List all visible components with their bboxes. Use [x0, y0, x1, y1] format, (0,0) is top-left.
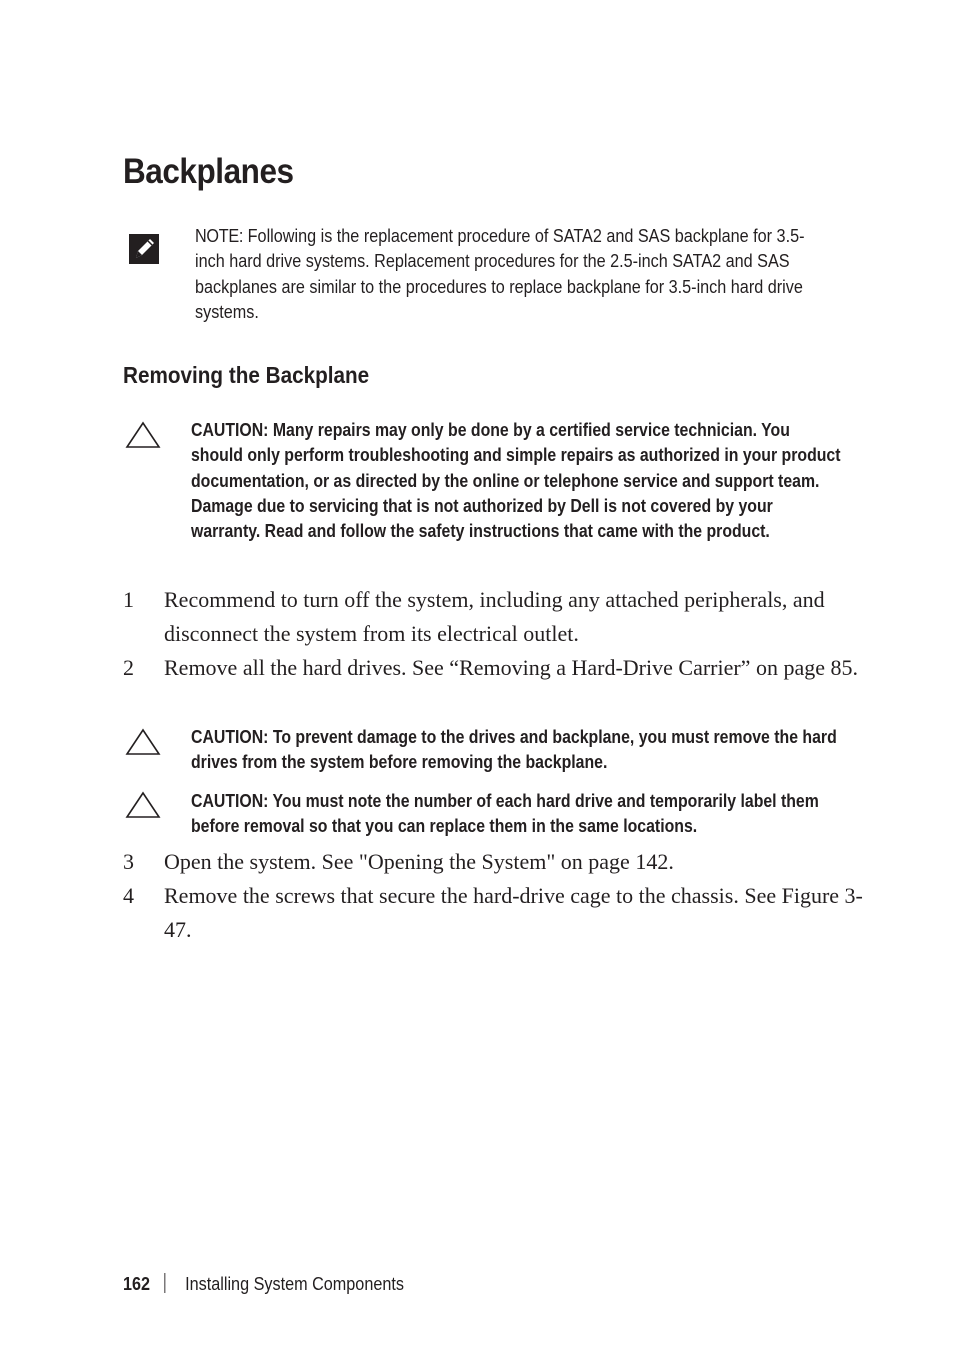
- note-pencil-icon: [127, 232, 161, 266]
- step-number: 3: [123, 849, 134, 874]
- note-label: NOTE:: [195, 226, 244, 246]
- page-title: Backplanes: [123, 152, 294, 191]
- note-text: [195, 224, 825, 325]
- page-footer: [123, 1273, 404, 1295]
- caution-text-3: CAUTION: You must note the number of each hard drive and temporarily label them before removal so that you can replace them in the same locations.: [191, 791, 819, 837]
- step-text: Open the system. See "Opening the System" on page 142.: [164, 849, 674, 874]
- step-number: 2: [123, 655, 134, 680]
- caution-text-2: CAUTION: To prevent damage to the drives and backplane, you must remove the hard drives from the system before removing the backplane.: [191, 727, 837, 773]
- section-heading: Removing the Backplane: [123, 362, 370, 388]
- caution-text-1: CAUTION: Many repairs may only be done by a certified service technician. You should only perform troubleshooting and simple repairs as authorized in your product documentation, or as directed by the online or telephone service and support team. Damage due to servicing that is not authorized by Dell is not covered by your warranty. Read and follow the safety instructions that came with the product.: [191, 420, 841, 542]
- step-text: Remove the screws that secure the hard-drive cage to the chassis. See Figure 3-47.: [164, 883, 863, 942]
- step-number: 4: [123, 883, 134, 908]
- note-body: Following is the replacement procedure of SATA2 and SAS backplane for 3.5-inch hard drive systems. Replacement procedures for the 2.5-inch SATA2 and SAS backplanes are similar to the procedures to replace backplane for 3.5-inch hard drive systems.: [195, 226, 805, 322]
- footer-section: Installing System Components: [185, 1274, 404, 1294]
- caution-icon: [125, 728, 161, 756]
- step-number: 1: [123, 587, 134, 612]
- step-text: Remove all the hard drives. See “Removing a Hard-Drive Carrier” on page 85.: [164, 655, 858, 680]
- step-text: Recommend to turn off the system, including any attached peripherals, and disconnect the system from its electrical outlet.: [164, 587, 825, 646]
- footer-divider: [164, 1273, 165, 1293]
- caution-icon: [125, 421, 161, 449]
- page-number: 162: [123, 1274, 151, 1294]
- caution-icon: [125, 791, 161, 819]
